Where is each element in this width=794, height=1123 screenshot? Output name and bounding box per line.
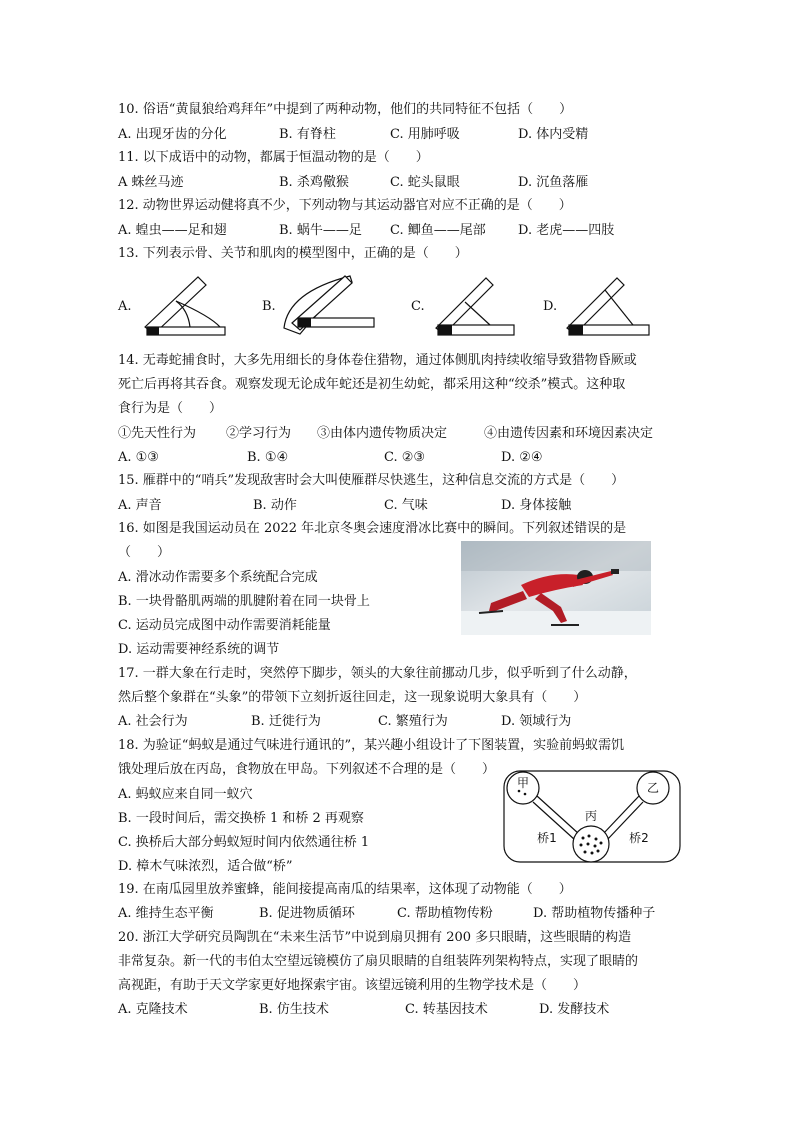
q13-label-d: D. [543,299,558,314]
q20-option-c: C. 转基因技术 [405,1002,488,1017]
q10-option-d: D. 体内受精 [518,127,589,142]
q13-label-c: C. [411,299,425,314]
island-jia-label: 甲 [516,776,530,790]
speed-skater-photo [461,541,651,635]
q15-stem: 15. 雁群中的“哨兵”发现敌害时会大叫使雁群尽快逃生，这种信息交流的方式是（ ） [118,473,625,488]
q11-option-a: A 蛛丝马迹 [118,175,184,190]
q10-option-b: B. 有脊柱 [279,127,336,142]
q13-model-b [280,270,380,340]
q13-model-d [563,270,663,340]
q14-line-3: 食行为是（ ） [118,401,223,416]
q16-option-c: C. 运动员完成图中动作需要消耗能量 [118,618,331,633]
island-bing-label: 丙 [584,809,598,823]
ant-experiment-diagram [503,770,683,864]
q17-option-d: D. 领域行为 [501,714,572,729]
q16-option-d: D. 运动需要神经系统的调节 [118,642,280,657]
q14-option-d: D. ②④ [501,450,543,465]
island-yi-label: 乙 [646,781,660,795]
q16-option-a: A. 滑冰动作需要多个系统配合完成 [118,570,318,585]
q12-option-a: A. 蝗虫——足和翅 [118,223,227,238]
bridge-2-label: 桥2 [629,831,649,845]
q18-line-2: 饿处理后放在丙岛，食物放在甲岛。下列叙述不合理的是（ ） [118,762,496,777]
q15-option-b: B. 动作 [253,498,297,513]
q14-option-a: A. ①③ [118,450,159,465]
q10-option-a: A. 出现牙齿的分化 [118,127,227,142]
q18-line-1: 18. 为验证“蚂蚁是通过气味进行通讯的”，某兴趣小组设计了下图装置，实验前蚂蚁需饥 [118,738,625,753]
q14-option-c: C. ②③ [384,450,426,465]
q12-option-d: D. 老虎——四肢 [518,223,615,238]
q15-option-d: D. 身体接触 [501,498,572,513]
q14-item-1: ①先天性行为 [118,426,197,441]
q20-line-2: 非常复杂。新一代的韦伯太空望远镜模仿了扇贝眼睛的自组装阵列架构特点，实现了眼睛的 [118,954,639,969]
q19-stem: 19. 在南瓜园里放养蜜蜂，能间接提高南瓜的结果率，这体现了动物能（ ） [118,882,572,897]
q13-model-a [140,270,240,340]
q17-line-2: 然后整个象群在“头象”的带领下立刻折返往回走，这一现象说明大象具有（ ） [118,690,587,705]
q19-option-a: A. 维持生态平衡 [118,906,214,921]
q14-option-b: B. ①④ [247,450,289,465]
q14-item-4: ④由遗传因素和环境因素决定 [484,426,654,441]
q17-option-a: A. 社会行为 [118,714,188,729]
q20-line-3: 高视距，有助于天文学家更好地探索宇宙。该望远镜利用的生物学技术是（ ） [118,978,587,993]
q20-option-d: D. 发酵技术 [539,1002,610,1017]
q20-option-a: A. 克隆技术 [118,1002,188,1017]
q14-item-2: ②学习行为 [226,426,292,441]
q16-line-2: （ ） [118,545,171,560]
q13-label-a: A. [118,299,132,314]
q13-model-c [432,270,532,340]
q17-line-1: 17. 一群大象在行走时，突然停下脚步，领头的大象往前挪动几步，似乎听到了什么动静， [118,666,637,681]
q17-option-c: C. 繁殖行为 [378,714,448,729]
q19-option-d: D. 帮助植物传播种子 [533,906,656,921]
q10-stem: 10. 俗语“黄鼠狼给鸡拜年”中提到了两种动物，他们的共同特征不包括（ ） [118,102,573,117]
q13-label-b: B. [262,299,276,314]
q19-option-b: B. 促进物质循环 [259,906,355,921]
q12-option-b: B. 蜗牛——足 [279,223,362,238]
q20-line-1: 20. 浙江大学研究员陶凯在“未来生活节”中说到扇贝拥有 200 多只眼睛，这些眼睛的构造 [118,930,632,945]
bridge-1-label: 桥1 [537,831,557,845]
q18-option-a: A. 蚂蚁应来自同一蚁穴 [118,787,253,802]
q19-option-c: C. 帮助植物传粉 [397,906,493,921]
q18-option-b: B. 一段时间后，需交换桥 1 和桥 2 再观察 [118,811,364,826]
q18-option-d: D. 樟木气味浓烈，适合做“桥” [118,859,293,874]
q11-option-b: B. 杀鸡儆猴 [279,175,349,190]
q20-option-b: B. 仿生技术 [259,1002,329,1017]
q14-line-1: 14. 无毒蛇捕食时，大多先用细长的身体卷住猎物，通过体侧肌肉持续收缩导致猎物昏厥或 [118,353,637,368]
q18-option-c: C. 换桥后大部分蚂蚁短时间内依然通往桥 1 [118,835,370,850]
q16-line-1: 16. 如图是我国运动员在 2022 年北京冬奥会速度滑冰比赛中的瞬间。下列叙述错误的是 [118,521,627,536]
q11-option-c: C. 蛇头鼠眼 [390,175,460,190]
q11-option-d: D. 沉鱼落雁 [518,175,589,190]
q12-stem: 12. 动物世界运动健将真不少，下列动物与其运动器官对应不正确的是（ ） [118,198,572,213]
q14-line-2: 死亡后再将其吞食。观察发现无论成年蛇还是初生幼蛇，都采用这种“绞杀”模式。这种取 [118,377,626,392]
q11-stem: 11. 以下成语中的动物，都属于恒温动物的是（ ） [118,150,429,165]
q16-option-b: B. 一块骨骼肌两端的肌腱附着在同一块骨上 [118,594,370,609]
q12-option-c: C. 鲫鱼——尾部 [390,223,486,238]
q15-option-c: C. 气味 [384,498,428,513]
q17-option-b: B. 迁徙行为 [251,714,321,729]
q15-option-a: A. 声音 [118,498,162,513]
q13-stem: 13. 下列表示骨、关节和肌肉的模型图中，正确的是（ ） [118,246,468,261]
q14-item-3: ③由体内遗传物质决定 [317,426,448,441]
q10-option-c: C. 用肺呼吸 [390,127,460,142]
